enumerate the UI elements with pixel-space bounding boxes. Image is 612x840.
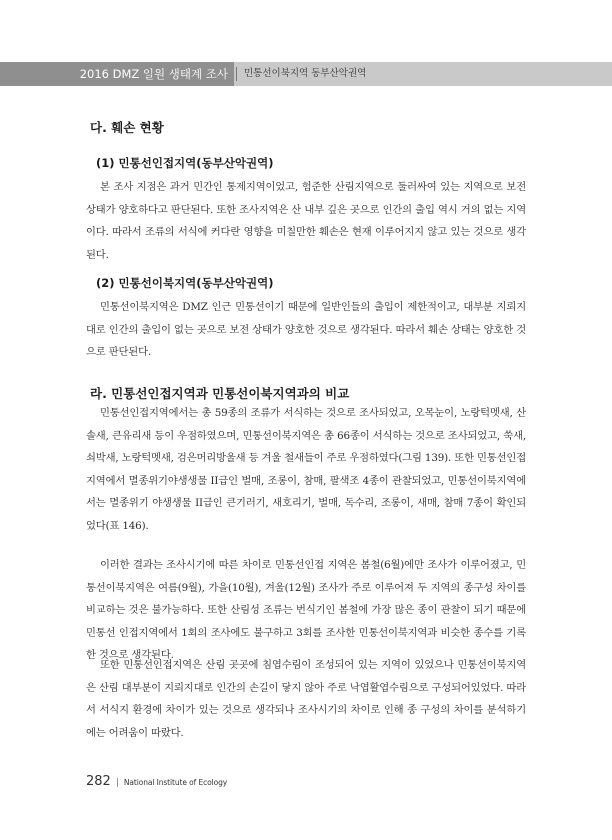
footer-separator: | bbox=[115, 778, 119, 788]
subsection-heading-north-area: (2) 민통선이북지역(동부산악권역) bbox=[96, 276, 274, 290]
running-header-subtitle: 민통선이북지역 동부산악권역 bbox=[244, 68, 367, 79]
footer-institution: National Institute of Ecology bbox=[123, 778, 228, 787]
running-header-title: 2016 DMZ 일원 생태계 조사 bbox=[0, 62, 234, 86]
paragraph-adjacent-area: 본 조사 지점은 과거 민간인 통제지역이었고, 험준한 산림지역으로 둘러싸여 있는 지역으로 보전 상태가 양호하다고 판단된다. 또한 조사지역은 산 내부 깊은 곳으로 인간의 출입 역시 거의 없는 지역이다. 따라서 조류의 서식에 커다란 영향을 미칠만한 훼손은 현재 이루어지지 않고 있는 것으로 생각된다. bbox=[86, 181, 526, 261]
page-number: 282 bbox=[86, 774, 111, 789]
subsection-heading-adjacent-area: (1) 민통선인접지역(동부산악권역) bbox=[96, 156, 274, 170]
paragraph-north-area: 민통선이북지역은 DMZ 인근 민통선이기 때문에 일반인들의 출입이 제한적이고, 대부분 지뢰지대로 인간의 출입이 없는 곳으로 보전 상태가 양호한 것으로 생각된다. 따라서 훼손 상태는 양호한 것으로 판단된다. bbox=[86, 301, 526, 359]
paragraph-comparison-2: 이러한 결과는 조사시기에 따른 차이로 민통선인접 지역은 봄철(6월)에만 조사가 이루어졌고, 민통선이북지역은 여름(9월), 가을(10월), 겨울(12월) 조사가 주로 이루어져 두 지역의 종구성 차이를 비교하는 것은 불가능하다. 또한 산림성 조류는 번식기인 봄철에 가장 많은 종이 관찰이 되기 때문에 민통선 인접지역에서 1회의 조사에도 불구하고 3회를 조사한 민통선이북지역과 비슷한 종수를 기록한 것으로 생각된다. bbox=[86, 559, 526, 662]
running-header-divider bbox=[236, 67, 237, 81]
page-footer bbox=[86, 770, 227, 789]
paragraph-comparison-1: 민통선인접지역에서는 총 59종의 조류가 서식하는 것으로 조사되었고, 오목눈이, 노랑턱멧새, 산솔새, 큰유리새 등이 우점하였으며, 민통선이북지역은 총 66종이 서식하는 것으로 조사되었고, 쑥새, 쇠박새, 노랑턱멧새, 검은머리방울새 등 겨울 철새들이 주로 우점하였다(그림 139). 또한 민통선인접지역에서 멸종위기야생생물 II급인 벌매, 조롱이, 참매, 팔색조 4종이 관찰되었고, 민통선이북지역에서는 멸종위기 야생생물 II급인 큰기러기, 새호리기, 벌매, 독수리, 조롱이, 새매, 참매 7종이 확인되었다(표 146). bbox=[86, 407, 526, 532]
section-heading-damage-status: 다. 훼손 현황 bbox=[90, 120, 164, 135]
paragraph-comparison-3: 또한 민통선인접지역은 산림 곳곳에 침엽수림이 조성되어 있는 지역이 있었으나 민통선이북지역은 산림 대부분이 지뢰지대로 인간의 손길이 닿지 않아 주로 낙엽활엽수림으로 구성되어있었다. 따라서 서식지 환경에 차이가 있는 것으로 생각되나 조사시기의 차이로 인해 종 구성의 차이를 분석하기에는 어려움이 따랐다. bbox=[86, 659, 526, 739]
section-heading-comparison: 라. 민통선인접지역과 민통선이북지역과의 비교 bbox=[90, 386, 350, 401]
